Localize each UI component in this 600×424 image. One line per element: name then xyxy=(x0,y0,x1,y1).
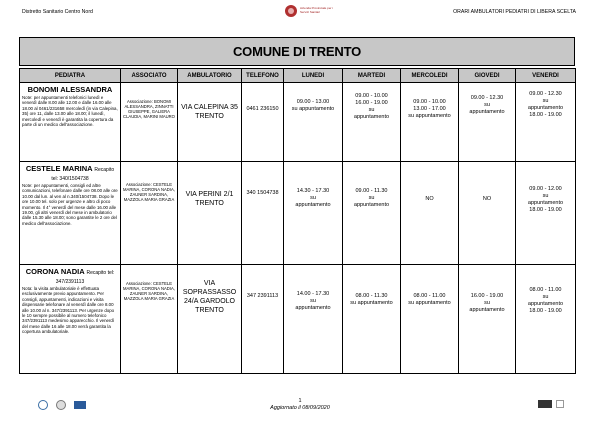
hours-martedi xyxy=(345,188,398,209)
hours-line: 09.00 - 10.00 xyxy=(413,99,446,105)
clinic-address: VIA PERINI 2/1 TRENTO xyxy=(185,191,234,207)
hours-line: 14.00 - 17.30 xyxy=(296,291,330,297)
hours-line: 13.00 - 17.00 xyxy=(413,106,446,112)
martedi-cell xyxy=(343,265,401,374)
hours-line: 08.00 - 11.00 xyxy=(413,293,446,299)
col-giovedi: GIOVEDI xyxy=(459,69,516,83)
col-pediatra: PEDIATRA xyxy=(20,69,121,83)
hours-line: appuntamento xyxy=(469,109,505,115)
pediatra-cell xyxy=(20,162,121,265)
doctor-name: BONOMI ALESSANDRA xyxy=(27,85,113,94)
hours-line: appuntamento xyxy=(295,202,331,208)
hours-line: 16.00 - 19.00 xyxy=(470,293,504,299)
page-title: COMUNE DI TRENTO xyxy=(19,37,575,66)
clinic-address: VIA CALEPINA 35 TRENTO xyxy=(181,104,238,120)
quality-mark-icon xyxy=(556,400,564,408)
hours-line: 18.00 - 19.00 xyxy=(529,207,562,213)
hours-line: 08.00 - 11.30 xyxy=(355,293,388,299)
table-row xyxy=(20,162,576,265)
martedi-cell xyxy=(343,162,401,265)
hours-lunedi xyxy=(286,99,340,113)
hours-line: 09.00 - 11.30 xyxy=(355,188,388,194)
ambulatorio-cell xyxy=(178,265,242,374)
hours-mercoledi xyxy=(403,293,456,307)
hours-line: appuntamento xyxy=(469,307,505,313)
document-heading: ORARI AMBULATORI PEDIATRI DI LIBERA SCELTA xyxy=(453,9,576,15)
doctor-name: CESTELE MARINA Recapito tel: 340/1504738 xyxy=(25,164,115,182)
venerdi-cell xyxy=(516,162,576,265)
ambulatorio-cell xyxy=(178,162,242,265)
telefono-cell xyxy=(242,83,284,162)
associato-cell xyxy=(121,265,178,374)
martedi-cell xyxy=(343,83,401,162)
hours-giovedi xyxy=(461,95,513,116)
col-martedi: MARTEDI xyxy=(343,69,401,83)
hours-line: su xyxy=(368,195,375,201)
hours-line: su appuntamento xyxy=(291,106,335,112)
hours-line: 09.00 - 13.00 xyxy=(296,99,330,105)
giovedi-cell xyxy=(459,265,516,374)
giovedi-cell xyxy=(459,83,516,162)
hours-line: 08.00 - 11.00 xyxy=(529,287,562,293)
hours-line: 09.00 - 10.00 xyxy=(355,93,388,99)
col-venerdi: VENERDI xyxy=(516,69,576,83)
hours-line: su xyxy=(310,195,316,201)
hours-line: su xyxy=(484,300,490,306)
association-text: Associazione: CESTELE MARINA, CORONA NADIA, ZAUNER SARDINA, MAZZOLA MARIA GRAZIA xyxy=(123,182,175,202)
hours-line: 09.00 - 12.30 xyxy=(529,91,562,97)
hours-line: su appuntamento xyxy=(350,300,393,306)
associato-cell xyxy=(121,83,178,162)
hours-lunedi xyxy=(286,188,340,209)
hours-line: su appuntamento xyxy=(408,113,451,119)
hours-line: 09.00 - 12.30 xyxy=(470,95,504,101)
venerdi-cell xyxy=(516,265,576,374)
telefono-cell xyxy=(242,162,284,265)
footer-right-logos xyxy=(538,400,564,408)
mercoledi-cell xyxy=(401,162,459,265)
hours-mercoledi xyxy=(403,99,456,120)
apss-logo-text: Azienda Provinciale per i Servizi Sanitari xyxy=(300,6,334,14)
doctor-contact: Recapito tel: 347/2391113 xyxy=(55,270,115,285)
association-text: Associazione: CESTELE MARINA, CORONA NADIA, ZAUNER SARDINA, MAZZOLA MARIA GRAZIA xyxy=(123,281,175,301)
lunedi-cell xyxy=(284,265,343,374)
hours-line: NO xyxy=(425,196,434,202)
col-ambulatorio: AMBULATORIO xyxy=(178,69,242,83)
table-row xyxy=(20,83,576,162)
footer xyxy=(0,398,600,412)
mercoledi-cell xyxy=(401,83,459,162)
hours-line: appuntamento xyxy=(527,301,564,307)
doctor-note: Note: per appuntamenti, consigli ed altre comunicazioni, telefonare dalle ore 08.00 alle ore 10.00 dal lun. al ven al n.340/1504738. Dopo le ore 10.00 tel. solo per urgenze e altro di poco momento. Il 4° venerdì del mese dalle 16.00 alle 19.00, gli altri venerdì del mese in ambulatorio dalle 15.30 alle 18.00; sono garantite le 2 ore del medico dell'associazione. xyxy=(22,183,118,226)
pediatra-cell xyxy=(20,83,121,162)
hours-line: appuntamento xyxy=(527,105,564,111)
certification-icon xyxy=(538,400,552,408)
apss-logo-icon xyxy=(285,5,297,17)
telefono-cell xyxy=(242,265,284,374)
table-row xyxy=(20,265,576,374)
hours-line: appuntamento xyxy=(353,114,390,120)
hours-line: 14.30 - 17.30 xyxy=(296,188,330,194)
schedule-table xyxy=(19,68,576,374)
col-telefono: TELEFONO xyxy=(242,69,284,83)
updated-date: Aggiornato il 08/09/2020 xyxy=(270,405,330,411)
col-lunedi: LUNEDI xyxy=(284,69,343,83)
venerdi-cell xyxy=(516,83,576,162)
hours-line: NO xyxy=(482,196,492,202)
hours-mercoledi xyxy=(403,196,456,203)
hours-line: su xyxy=(542,294,549,300)
hours-line: su xyxy=(310,298,316,304)
mercoledi-cell xyxy=(401,265,459,374)
doctor-contact: Recapito tel: 340/1504738 xyxy=(51,167,115,182)
hours-line: 18.00 - 19.00 xyxy=(529,308,562,314)
hours-martedi xyxy=(345,93,398,121)
apss-logo xyxy=(285,5,340,17)
hours-line: su xyxy=(368,107,375,113)
hours-lunedi xyxy=(286,291,340,312)
hours-venerdi xyxy=(518,287,573,315)
doctor-note: Note: per appuntamenti telefonici lunedì e venerdì dalle 8.00 alle 12.00 e dalle 16.00 alle 18.00 al 0461/231658 mercoledì (in via Calepina, 35) ore 11, dalle 13.00 alle 18.00; il lunedì, mercoledì e venerdì è garantita la copertura da parte di un medico dell'associazione. xyxy=(22,95,118,128)
header-row xyxy=(20,69,576,83)
lunedi-cell xyxy=(284,83,343,162)
phone-number: 340 1504738 xyxy=(246,190,279,196)
hours-line: 16.00 - 19.00 xyxy=(355,100,388,106)
col-mercoledi: MERCOLEDI xyxy=(401,69,459,83)
ambulatorio-cell xyxy=(178,83,242,162)
hours-line: su xyxy=(484,102,490,108)
hours-line: 09.00 - 12.00 xyxy=(529,186,562,192)
associato-cell xyxy=(121,162,178,265)
clinic-address: VIA SOPRASSASSO 24/A GARDOLO TRENTO xyxy=(182,280,237,314)
giovedi-cell xyxy=(459,162,516,265)
hours-line: appuntamento xyxy=(527,200,564,206)
association-text: Associazione: BONOMI ALESSANDRA, ZINNATTI GIUSEPPE, GALIERA CLAUDIA, MARINI MAURO xyxy=(123,99,175,119)
hours-line: su xyxy=(542,98,549,104)
hours-line: su xyxy=(542,193,549,199)
hours-venerdi xyxy=(518,186,573,214)
phone-number: 347 2391113 xyxy=(246,293,279,299)
doctor-name: CORONA NADIA Recapito tel: 347/2391113 xyxy=(25,267,115,285)
page-number: 1 xyxy=(298,398,302,404)
phone-number: 0461 236150 xyxy=(246,106,279,112)
hours-giovedi xyxy=(461,196,513,203)
hours-line: appuntamento xyxy=(295,305,331,311)
pediatra-cell xyxy=(20,265,121,374)
hours-line: appuntamento xyxy=(353,202,390,208)
hours-line: 18.00 - 19.00 xyxy=(529,112,562,118)
district-label: Distretto Sanitario Centro Nord xyxy=(22,9,93,15)
doctor-note: Nota: la visita ambulatoriale è effettuata esclusivamente previo appuntamento. Per consigli, appuntamenti, indicazioni e visita dispensarie telefonare al venerdì dalle ore 8.00 alle 10.00 al n. 347/2391113. Per urgenze dopo le 10 sempre possibile al numero telefonico 347/2391113 medesimo apparecchio. Il venerdì del mese dalle 16 alle 18.00 verrà garantita la copertura ambulatoriale. xyxy=(22,286,115,335)
col-associato: ASSOCIATO xyxy=(121,69,178,83)
hours-giovedi xyxy=(461,293,513,314)
hours-martedi xyxy=(345,293,398,307)
hours-line: su appuntamento xyxy=(408,300,451,306)
lunedi-cell xyxy=(284,162,343,265)
hours-venerdi xyxy=(518,91,573,119)
